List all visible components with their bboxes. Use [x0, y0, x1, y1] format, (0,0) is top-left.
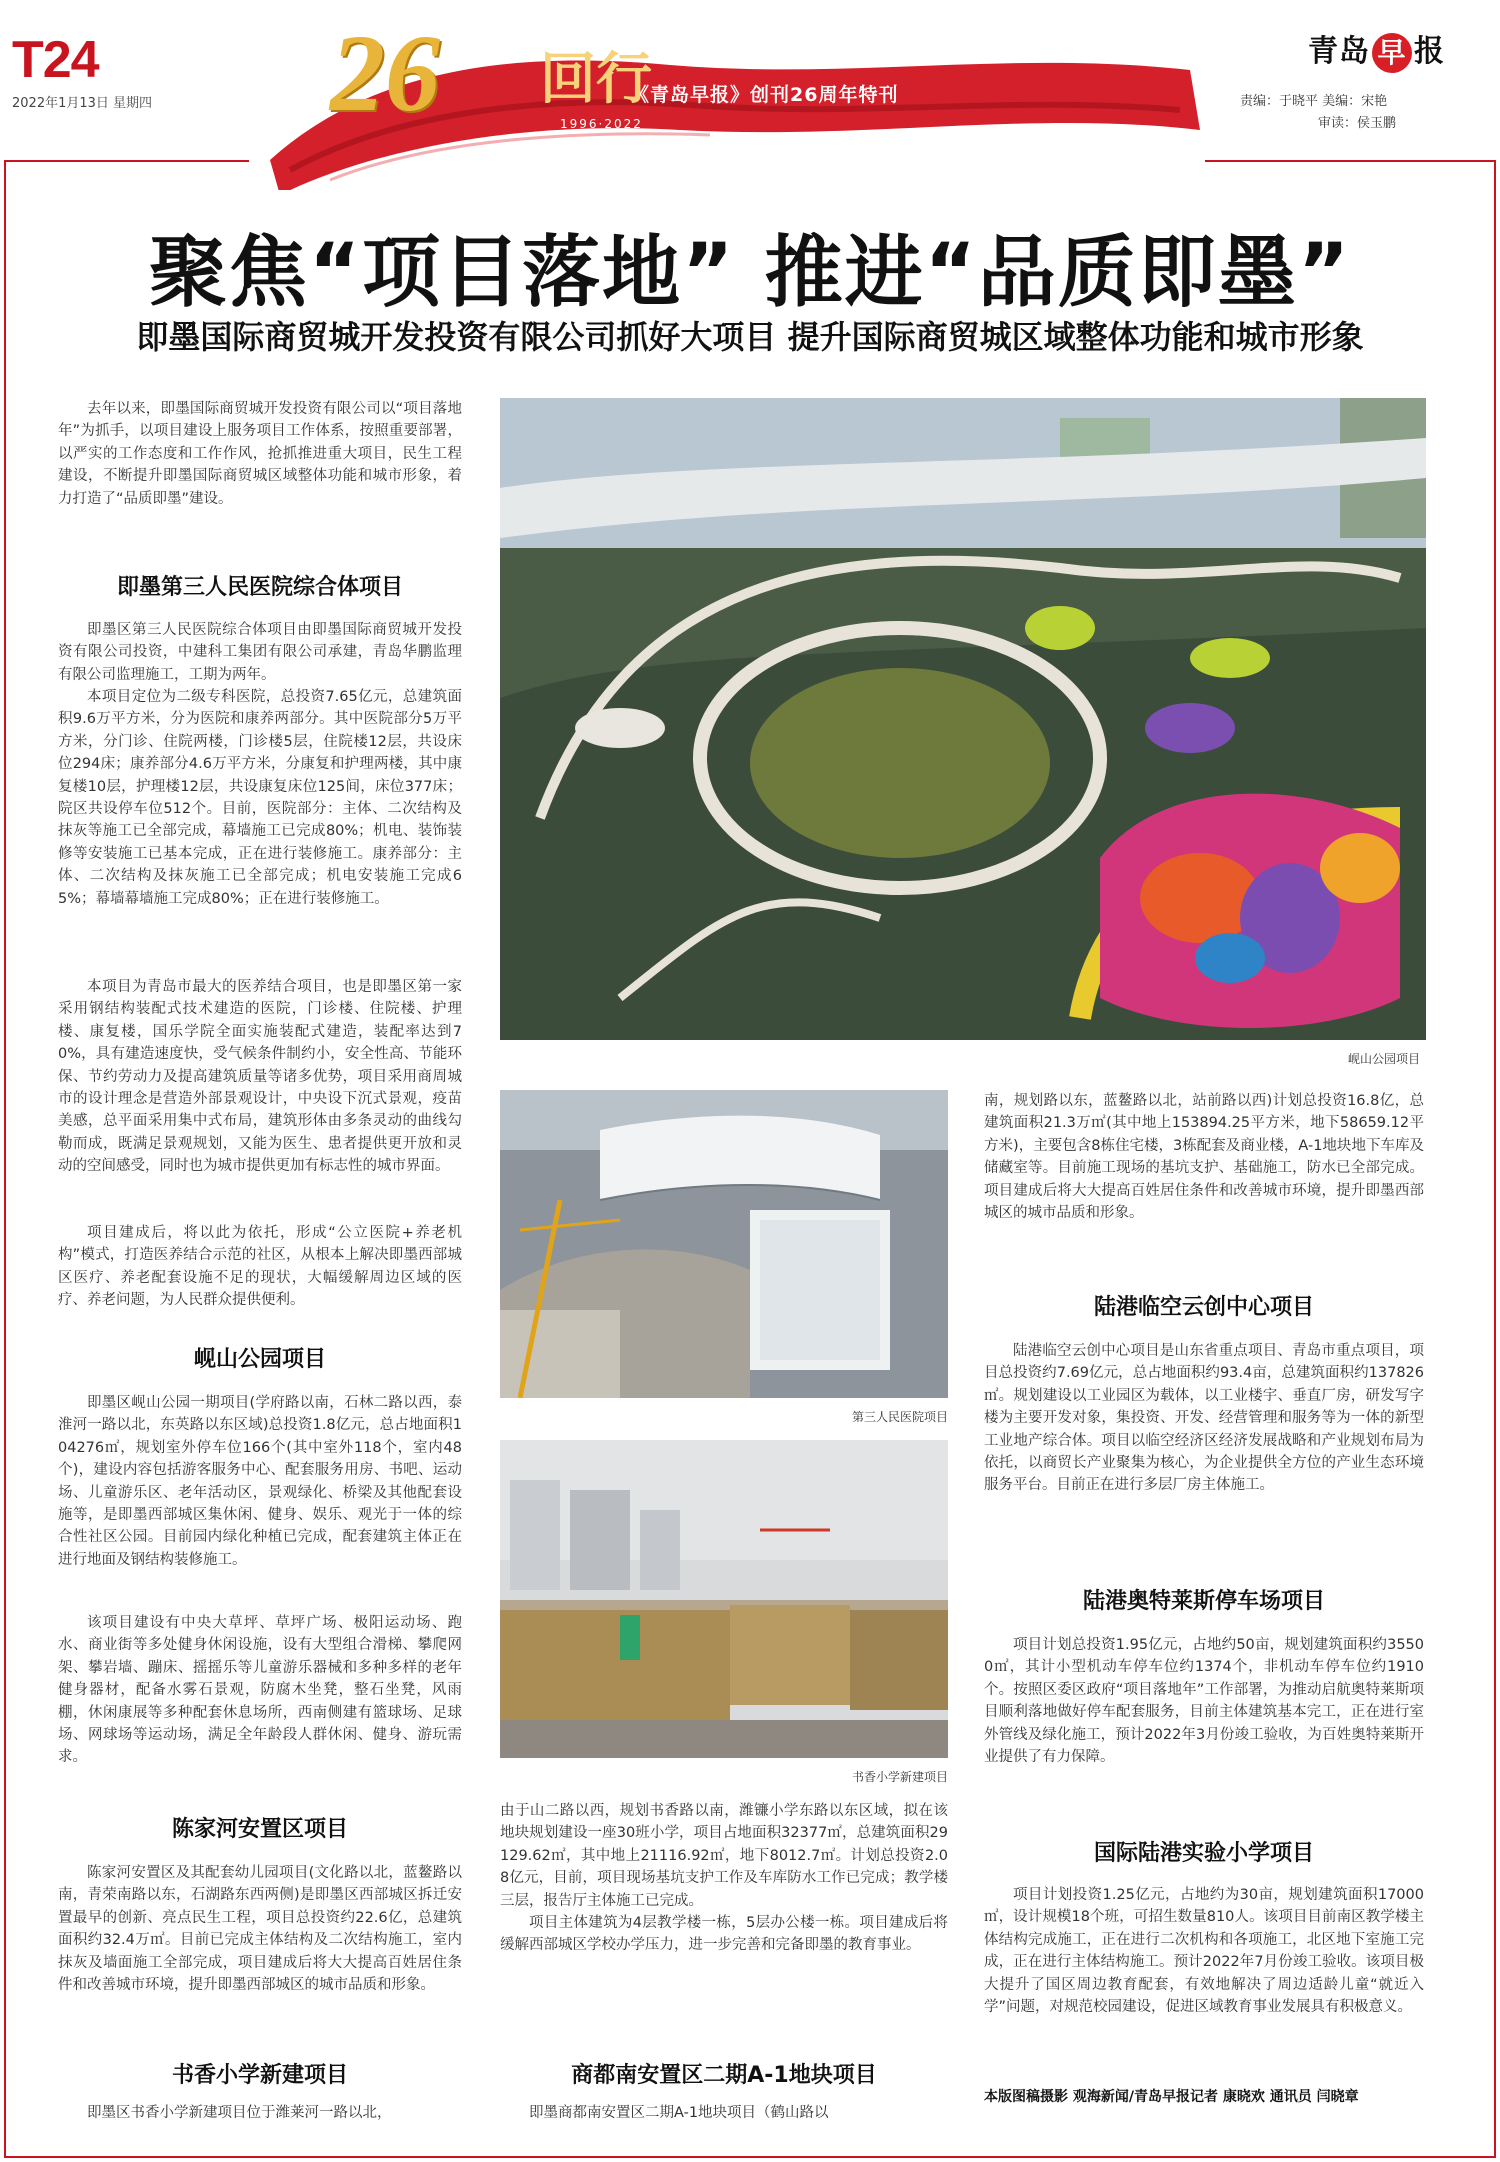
school-photo-caption: 书香小学新建项目 — [851, 1770, 948, 1784]
chenjiahe-paragraph-1: 陈家河安置区及其配套幼儿园项目(文化路以北，蓝鳌路以南，青荣南路以东，石湖路东西两侧)是即墨区西部城区拆迁安置最早的创新、亮点民生工程，项目总投资约22.6亿，总建筑面积约32.4万㎡。目前已完成主体结构及二次结构施工，室内抹灰及墙面施工全部完成，项目建成后将大大提高百姓居住条件和改善城市环境，提升即墨西部城区的城市品质和形象。 — [58, 1865, 462, 1994]
hospital-paragraph-3: 本项目为青岛市最大的医养结合项目，也是即墨区第一家采用钢结构装配式技术建造的医院，门诊楼、住院楼、护理楼、康复楼，国乐学院全面实施装配式建造，装配率达到70%，具有建造速度快，受气候条件制约小，安全性高、节能环保、节约劳动力及提高建筑质量等诸多优势，项目采用商周城市的设计理念是营造外部景观设计，中央设下沉式景观，疫苗美感，总平面采用集中式布局，建筑形体由多条灵动的曲线勾勒而成，既满足景观规划，又能为医生、患者提供更开放和灵动的空间感受，同时也为城市提供更加有标志性的城市界面。 — [58, 979, 462, 1175]
proof-credit: 审读：侯玉鹏 — [1318, 116, 1397, 131]
yungang-paragraph-1: 陆港临空云创中心项目是山东省重点项目、青岛市重点项目，项目总投资约7.69亿元，总占地面积约93.4亩，总建筑面积约137826㎡。规划建设以工业园区为载体，以工业楼宇、垂直厂房，研发写字楼为主要开发对象，集投资、开发、经营管理和服务等为一体的新型工业地产综合体。项目以临空经济区经济发展战略和产业规划布局为依托，以商贸长产业聚集为核心，为企业提供全方位的产业生态环境服务平台。目前正在进行多层厂房主体施工。 — [984, 1343, 1424, 1494]
banner-title: 《青岛早报》创刊26周年特刊 — [630, 84, 899, 106]
hospital-paragraph-4: 项目建成后，将以此为依托，形成“公立医院+养老机构”模式，打造医养结合示范的社区，从根本上解决即墨西部城区医疗、养老配套设施不足的现状，大幅缓解周边区域的医疗、养老问题，为人民群众提供便利。 — [58, 1225, 462, 1309]
banner-years: 1996·2022 — [560, 117, 643, 131]
editor-credit: 责编：于晓平 美编：宋艳 — [1240, 94, 1388, 109]
shangdu-paragraph-1: 即墨商都南安置区二期A-1地块项目（鹤山路以 — [529, 2105, 829, 2121]
section-title-parking: 陆港奥特莱斯停车场项目 — [1082, 1589, 1325, 1614]
intro-paragraph: 去年以来，即墨国际商贸城开发投资有限公司以“项目落地年”为抓手，以项目建设上服务项目工作体系，按照重要部署，以严实的工作态度和工作作风，抢抓推进重大项目，民生工程建设，不断提升即墨国际商贸城区域整体功能和城市形象，着力打造了“品质即墨”建设。 — [58, 401, 462, 507]
banner-huixing: 回行 — [540, 46, 652, 112]
section-title-school: 国际陆港实验小学项目 — [1093, 1841, 1314, 1866]
school-paragraph-1: 项目计划投资1.25亿元，占地约为30亩，规划建筑面积17000㎡，设计规模18个班，可招生数量810人。该项目目前南区教学楼主体结构完成施工，正在进行二次机构和各项施工，北区地下室施工完成，正在进行主体结构施工。预计2022年7月份竣工验收。该项目极大提升了国区周边教育配套，有效地解决了周边适龄儿童“就近入学”问题，对规范校园建设，促进区域教育事业发展具有积极意义。 — [984, 1887, 1424, 2016]
logo-qingdao: 青岛 — [1308, 34, 1370, 69]
hospital-paragraph-1: 即墨区第三人民医院综合体项目由即墨国际商贸城开发投资有限公司投资，中建科工集团有限公司承建，青岛华鹏监理有限公司监理施工，工期为两年。 — [58, 622, 462, 683]
photo-credits: 本版图稿摄影 观海新闻/青岛早报记者 康晓欢 通讯员 闫晓章 — [984, 2089, 1359, 2105]
logo-bao: 报 — [1414, 34, 1445, 69]
shuxiang-cont-text: 由于山二路以西，规划书香路以南，潍镰小学东路以东区域，拟在该地块规划建设一座30班小学，项目占地面积32377㎡，总建筑面积29129.62㎡，其中地上21116.92㎡，地下8012.7㎡。计划总投资2.08亿元，目前，项目现场基坑支护工作及车库防水工作已完成；教学楼三层，报告厅主体施工已完成。 — [500, 1803, 948, 1909]
park-aerial-photo — [500, 398, 1426, 1040]
shuxiang-paragraph-1: 即墨区书香小学新建项目位于潍莱河一路以北， — [87, 2105, 392, 2121]
shuxiang-cont-text-2: 项目主体建筑为4层教学楼一栋，5层办公楼一栋。项目建成后将缓解西部城区学校办学压力，进一步完善和完备即墨的教育事业。 — [500, 1915, 948, 1954]
section-title-park: 岘山公园项目 — [193, 1347, 326, 1372]
page-headline: 聚焦“项目落地” 推进“品质即墨” — [148, 228, 1352, 318]
page-number: T24 — [12, 31, 99, 89]
section-title-yungang: 陆港临空云创中心项目 — [1093, 1295, 1314, 1320]
issue-date: 2022年1月13日 星期四 — [12, 96, 153, 111]
park-photo-caption: 岘山公园项目 — [1347, 1052, 1420, 1066]
frame-top-right — [1205, 160, 1496, 162]
section-title-hospital: 即墨第三人民医院综合体项目 — [116, 575, 403, 600]
frame-top-left — [4, 160, 249, 162]
shuxiang-paragraph-2 — [500, 1800, 948, 2002]
park-paragraph-1: 即墨区岘山公园一期项目(学府路以南，石林二路以西，泰淮河一路以北，东英路以东区域)总投资1.8亿元，总占地面积104276㎡，规划室外停车位166个(其中室外118个，室内48个)，建设内容包括游客服务中心、配套服务用房、书吧、运动场、儿童游乐区、老年活动区，景观绿化、桥梁及其他配套设施等，是即墨西部城区集休闲、健身、娱乐、观光于一体的综合性社区公园。目前园内绿化种植已完成，配套建筑主体正在进行地面及钢结构装修施工。 — [58, 1395, 462, 1568]
shangdu-paragraph-2: 南，规划路以东，蓝鳌路以北，站前路以西)计划总投资16.8亿，总建筑面积21.3万㎡(其中地上153894.25平方米，地下58659.12平方米)，主要包含8栋住宅楼，3栋配套及商业楼，A-1地块地下车库及储藏室等。目前施工现场的基坑支护、基础施工，防水已全部完成。项目建成后将大大提高百姓居住条件和改善城市环境，提升即墨西部城区的城市品质和形象。 — [984, 1093, 1424, 1222]
parking-paragraph-1: 项目计划总投资1.95亿元，占地约50亩，规划建筑面积约35500㎡，其计小型机动车停车位约1374个，非机动车停车位约1910个。按照区委区政府“项目落地年”工作部署，为推动启航奥特莱斯项目顺利落地做好停车配套服务，目前主体建筑基本完工，正在进行室外管线及绿化施工，预计2022年3月份竣工验收，为百姓奥特莱斯开业提供了有力保障。 — [984, 1637, 1424, 1766]
hospital-photo — [500, 1090, 948, 1398]
hospital-paragraph-2: 本项目定位为二级专科医院，总投资7.65亿元，总建筑面积9.6万平方米，分为医院和康养两部分。其中医院部分5万平方米，分门诊、住院两楼，门诊楼5层，住院楼12层，共设床位294床；康养部分4.6万平方米，分康复和护理两楼，其中康复楼10层，护理楼12层，共设康复床位125间，床位377床；院区共设停车位512个。目前，医院部分：主体、二次结构及抹灰等施工已全部完成，幕墙施工已完成80%；机电、装饰装修等安装施工已基本完成，正在进行装修施工。康养部分：主体、二次结构及抹灰施工已全部完成；机电安装施工完成65%；幕墙幕墙施工完成80%；正在进行装修施工。 — [58, 689, 462, 907]
section-title-chenjiahe: 陈家河安置区项目 — [171, 1817, 348, 1842]
section-title-shuxiang: 书香小学新建项目 — [171, 2063, 348, 2088]
hospital-photo-caption: 第三人民医院项目 — [851, 1410, 948, 1424]
logo-zao-circle: 早 — [1372, 33, 1412, 73]
section-title-shangdu: 商都南安置区二期A-1地块项目 — [571, 2063, 877, 2088]
page-subheadline: 即墨国际商贸城开发投资有限公司抓好大项目 提升国际商贸城区域整体功能和城市形象 — [136, 318, 1364, 356]
park-paragraph-2: 该项目建设有中央大草坪、草坪广场、极阳运动场、跑水、商业街等多处健身休闲设施，设有大型组合滑梯、攀爬网架、攀岩墙、蹦床、摇摇乐等儿童游乐器械和多种多样的老年健身器材，配备水雾石景观，防腐木坐凳，整石坐凳，风雨棚，休闲康展等多种配套休息场所，西南侧建有篮球场、足球场、网球场等运动场，满足全年龄段人群休闲、健身、游玩需求。 — [58, 1615, 462, 1766]
school-photo — [500, 1440, 948, 1758]
banner-26-mark: 26 — [330, 12, 440, 134]
newspaper-logo — [1308, 26, 1445, 73]
